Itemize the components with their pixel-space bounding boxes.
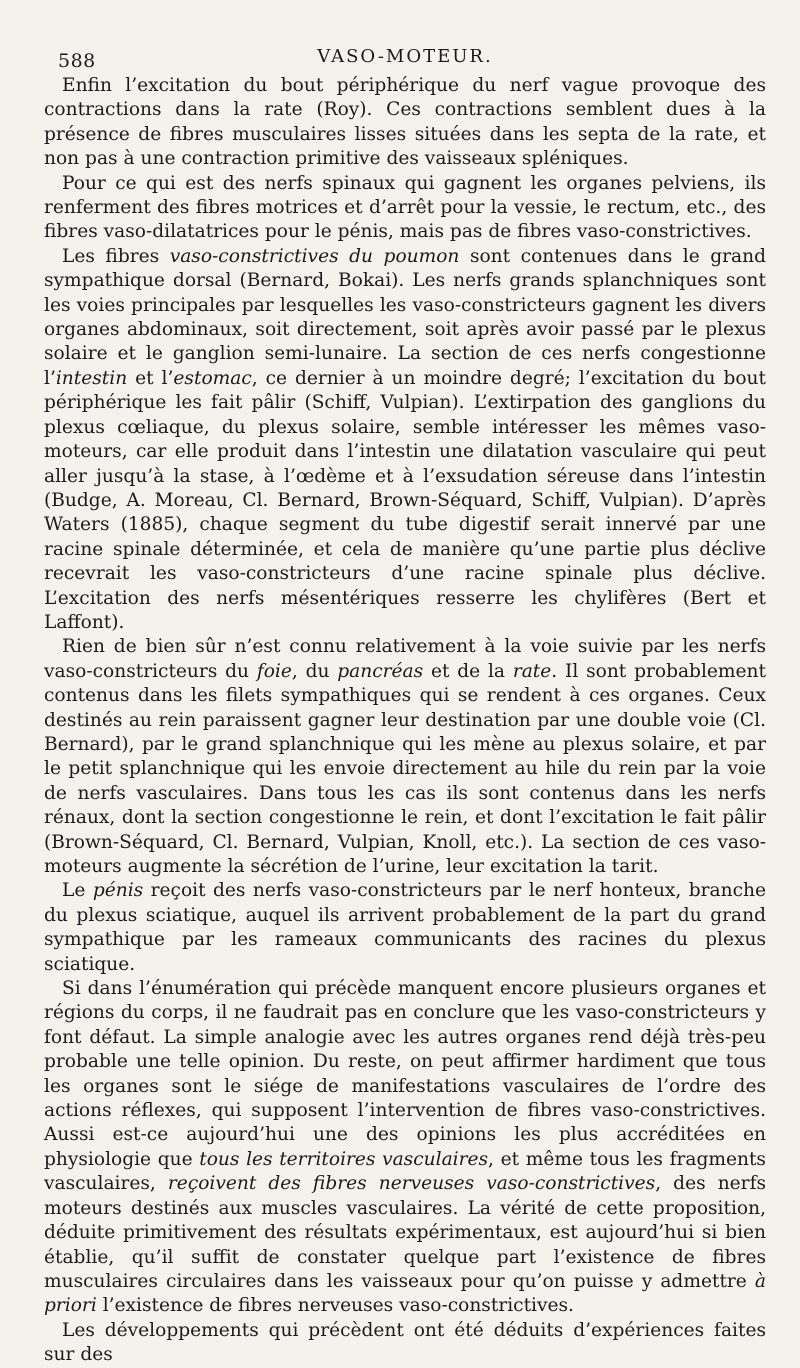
text-run: . Il sont probablement contenus dans les filets sympathiques qui se rendent à ces organes. Ceux destinés au rein paraissent gagner leur destination par une double voie (Cl. Bernard), par le grand splanchnique qui les mène au plexus solaire, et par le petit splanchnique qui les envoie directement au hile du rein par la voie de nerfs vasculaires. Dans tous les cas ils sont contenus dans les nerfs rénaux, dont la section congestionne le rein, et dont l’excitation le fait pâlir (Brown-Séquard, Cl. Bernard, Vulpian, Knoll, etc.). La section de ces vaso-moteurs augmente la sécrétion de l’urine, leur excitation la tarit. bbox=[44, 660, 766, 877]
paragraph bbox=[44, 172, 766, 245]
italic-text: pénis bbox=[92, 880, 144, 902]
text-run: Pour ce qui est des nerfs spinaux qui gagnent les organes pelviens, ils renferment des fibres motrices et d’arrêt pour la vessie, le rectum, etc., des fibres vaso-dilatatrices pour le pénis, mais pas de fibres vaso-constrictives. bbox=[44, 172, 766, 243]
running-head bbox=[44, 40, 766, 74]
italic-text: pancréas bbox=[337, 660, 424, 682]
italic-text: reçoivent des fibres nerveuses vaso-constrictives bbox=[167, 1173, 656, 1195]
text-run: Rien de bien sûr n’est connu relativement à la voie suivie par les nerfs vaso-constricteurs du bbox=[44, 636, 766, 682]
paragraph bbox=[44, 977, 766, 1319]
text-run: reçoit des nerfs vaso-constricteurs par le nerf honteux, branche du plexus sciatique, auquel ils arrivent probablement de la part du grand sympathique par les rameaux communicants des racines du plexus sciatique. bbox=[44, 880, 767, 975]
paragraph bbox=[44, 74, 766, 172]
italic-text: intestin bbox=[55, 367, 128, 389]
text-run: Si dans l’énumération qui précède manquent encore plusieurs organes et régions du corps, il ne faudrait pas en conclure que les vaso-constricteurs y font défaut. La simple analogie avec les autres organes rend déjà très-peu probable une telle opinion. Du reste, on peut affirmer hardiment que tous les organes sont le siége de manifestations vasculaires de l’ordre des actions réflexes, qui supposent l’intervention de fibres vaso-constrictives. Aussi est-ce aujourd’hui une des opinions les plus accréditées en physiologie que bbox=[44, 978, 766, 1170]
text-run: , du bbox=[291, 660, 338, 682]
paragraph bbox=[44, 879, 766, 977]
paragraph bbox=[44, 1319, 766, 1368]
paragraph bbox=[44, 245, 766, 636]
text-run: Les développements qui précèdent ont été déduits d’expériences faites sur des bbox=[44, 1319, 766, 1366]
text-run: , ce dernier à un moindre degré; l’excitation du bout périphérique les fait pâlir (Schiff, Vulpian). L’extirpation des ganglions du plexus cœliaque, du plexus solaire, semble intéresser les mêmes vaso-moteurs, car elle produit dans l’intestin une dilatation vasculaire qui peut aller jusqu’à la stase, à l’œdème et à l’exsudation séreuse dans l’intestin (Budge, A. Moreau, Cl. Bernard, Brown-Séquard, Schiff, Vulpian). D’après Waters (1885), chaque segment du tube digestif serait innervé par une racine spinale déterminée, et cela de manière qu’une partie plus déclive recevrait les vaso-constricteurs d’une racine spinale plus déclive. L’excitation des nerfs mésentériques resserre les chylifères (Bert et Laffont). bbox=[44, 367, 766, 633]
running-title: VASO-MOTEUR. bbox=[317, 46, 493, 67]
italic-text: estomac bbox=[173, 367, 252, 389]
text-run: , des nerfs moteurs destinés aux muscles vasculaires. La vérité de cette proposition, déduite primitivement des résultats expérimentaux, est aujourd’hui si bien établie, qu’il suffit de constater quelque part l’existence de fibres musculaires circulaires dans les vaisseaux pour qu’on puisse y admettre bbox=[44, 1173, 766, 1292]
italic-text: vaso-constrictives du poumon bbox=[169, 245, 460, 267]
italic-text: à priori bbox=[44, 1270, 766, 1317]
text-run: l’existence de fibres nerveuses vaso-constrictives. bbox=[96, 1295, 574, 1317]
text-run: , et même tous les fragments vasculaires, bbox=[44, 1148, 766, 1195]
text-run: et de la bbox=[423, 660, 513, 682]
text-run: Enfin l’excitation du bout périphérique du nerf vague provoque des contractions dans la rate (Roy). Ces contractions semblent dues à la présence de fibres musculaires lisses situées dans les septa de la rate, et non pas à une contraction primitive des vaisseaux spléniques. bbox=[44, 75, 766, 170]
text-run: et l’ bbox=[127, 367, 174, 389]
paragraph bbox=[44, 635, 766, 879]
text-run: sont contenues dans le grand sympathique dorsal (Bernard, Bokai). Les nerfs grands splanchniques sont les voies principales par lesquelles les vaso-constricteurs gagnent les divers organes abdominaux, soit directement, soit après avoir passé par le plexus solaire et le ganglion semi-lunaire. La section de ces nerfs congestionne l’ bbox=[44, 245, 766, 389]
italic-text: tous les territoires vasculaires bbox=[199, 1148, 489, 1170]
italic-text: foie bbox=[256, 660, 292, 682]
body-text bbox=[44, 74, 766, 1368]
italic-text: rate bbox=[512, 660, 552, 682]
text-run: Les fibres bbox=[62, 245, 170, 267]
text-run: Le bbox=[62, 880, 93, 902]
page-number: 588 bbox=[58, 50, 96, 72]
